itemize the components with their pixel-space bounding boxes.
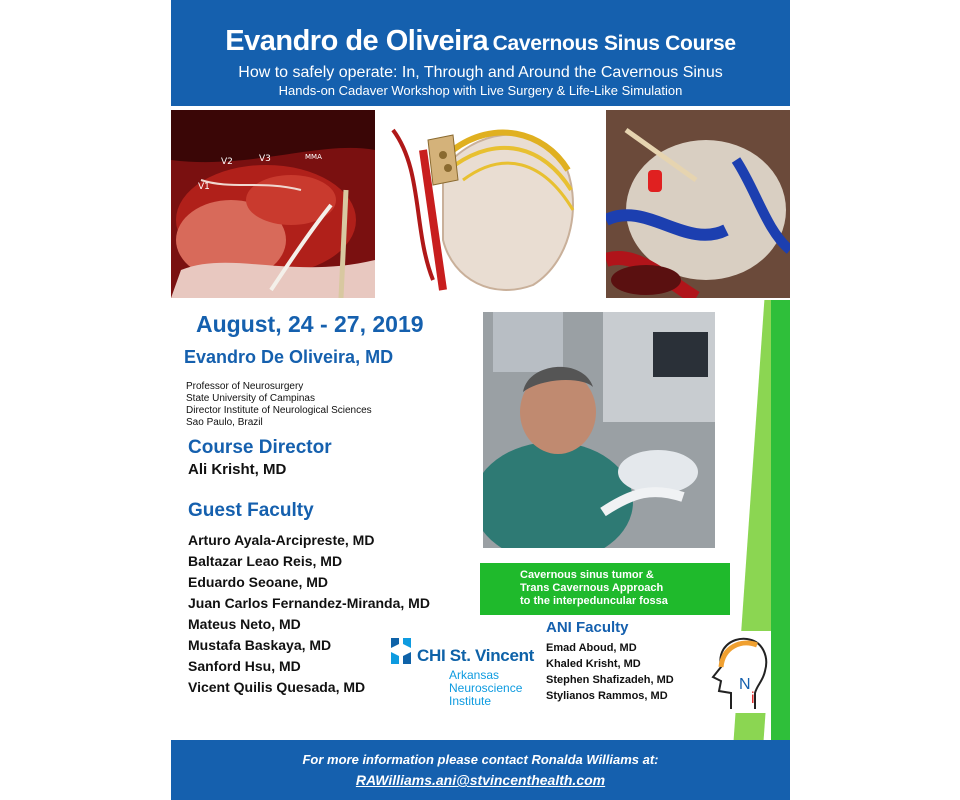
ani-faculty: [546, 619, 674, 704]
faculty-item: Sanford Hsu, MD: [188, 658, 301, 674]
label-mma: MMA: [305, 153, 322, 161]
affiliation-line: Sao Paulo, Brazil: [186, 417, 263, 428]
chi-st-vincent-logo: [387, 634, 537, 716]
honoree-affiliations: [186, 381, 372, 429]
ani-item: Stephen Shafizadeh, MD: [546, 674, 674, 686]
label-v2: V2: [221, 157, 233, 167]
caption-line: to the interpeduncular fossa: [520, 595, 668, 607]
anatomy-illustration: [383, 110, 583, 298]
surgeon-photo: [483, 312, 715, 548]
title-course: Cavernous Sinus Course: [492, 32, 736, 55]
ani-item: Stylianos Rammos, MD: [546, 690, 668, 702]
dissection-photo: [606, 110, 790, 298]
director-name: Ali Krisht, MD: [188, 461, 287, 478]
guest-faculty-heading: Guest Faculty: [188, 500, 314, 521]
ani-logo-n: N: [739, 676, 751, 693]
course-flyer: [171, 0, 790, 800]
ani-head-logo: [701, 631, 771, 713]
faculty-item: Mustafa Baskaya, MD: [188, 637, 332, 653]
chi-subtitle: [449, 669, 522, 708]
photo-caption: [480, 563, 730, 615]
caption-line: Cavernous sinus tumor &: [520, 569, 654, 581]
footer-email-link[interactable]: RAWilliams.ani@stvincenthealth.com: [355, 772, 606, 788]
header-banner: [171, 0, 790, 106]
chi-sub-line: Institute: [449, 694, 492, 708]
subtitle-workshop: Hands-on Cadaver Workshop with Live Surgery & Life-Like Simulation: [278, 83, 683, 98]
honoree-name: Evandro De Oliveira, MD: [184, 347, 394, 367]
ani-logo-i: i: [751, 690, 755, 707]
surgical-field-photo: [171, 110, 375, 298]
subtitle: How to safely operate: In, Through and Around the Cavernous Sinus: [238, 64, 723, 81]
ani-heading: ANI Faculty: [546, 619, 629, 636]
green-stripe-dark: [771, 300, 790, 740]
footer-contact: For more information please contact Ronalda Williams at:: [302, 752, 659, 767]
caption-line: Trans Cavernous Approach: [520, 582, 664, 594]
label-v3: V3: [259, 154, 271, 164]
title-name: Evandro de Oliveira: [225, 25, 489, 57]
faculty-item: Mateus Neto, MD: [188, 616, 301, 632]
director-heading: Course Director: [188, 437, 332, 458]
affiliation-line: Professor of Neurosurgery: [186, 381, 304, 392]
footer-banner: [171, 740, 790, 800]
ani-faculty-list: [546, 640, 674, 704]
faculty-item: Baltazar Leao Reis, MD: [188, 553, 343, 569]
chi-sub-line: Neuroscience: [449, 681, 523, 695]
label-v1: V1: [198, 182, 210, 192]
faculty-item: Arturo Ayala-Arcipreste, MD: [188, 532, 375, 548]
chi-name: CHI St. Vincent: [417, 646, 535, 665]
page-title: [171, 24, 790, 63]
faculty-item: Vicent Quilis Quesada, MD: [188, 679, 366, 695]
chi-cross-icon: [387, 634, 415, 668]
chi-sub-line: Arkansas: [449, 668, 500, 682]
faculty-item: Eduardo Seoane, MD: [188, 574, 329, 590]
event-date: August, 24 - 27, 2019: [196, 311, 424, 337]
ani-item: Khaled Krisht, MD: [546, 658, 641, 670]
ani-item: Emad Aboud, MD: [546, 642, 637, 654]
faculty-item: Juan Carlos Fernandez-Miranda, MD: [188, 595, 430, 611]
affiliation-line: Director Institute of Neurological Sciences: [186, 405, 372, 416]
affiliation-line: State University of Campinas: [186, 393, 315, 404]
